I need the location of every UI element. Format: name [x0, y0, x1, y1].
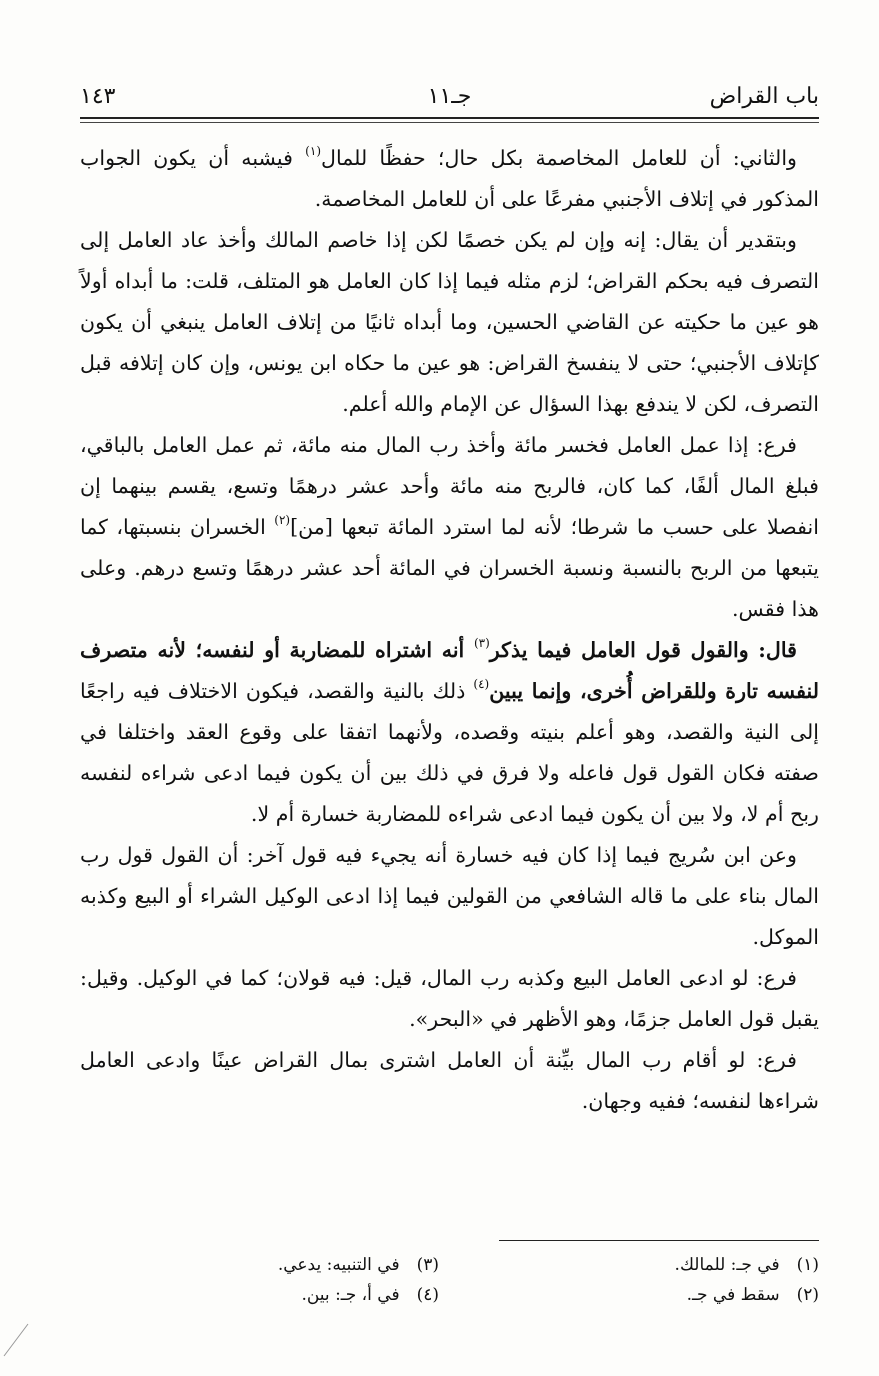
text-segment: فرع: لو أقام رب المال بيِّنة أن العامل اشترى بمال القراض عينًا وادعى العامل شراءها لنفسه؛ ففيه وجهان.	[80, 1048, 819, 1113]
footnote-ref-4: (٤)	[473, 677, 490, 692]
footnote-number: (١)	[796, 1255, 819, 1275]
footnote-column-right	[519, 1250, 819, 1310]
paragraph-branch-sale	[80, 958, 819, 1040]
text-segment: ذلك بالنية والقصد، فيكون الاختلاف فيه راجعًا إلى النية والقصد، وهو أعلم بنيته وقصده، ولأنهما اتفقا على وقوع العقد واختلفا في صفته فكان القول قول فاعله ولا فرق في ذلك بين أن يكون فيما ادعى شراءه لنفسه ربح أم لا، ولا بين أن يكون فيما ادعى شراءه للمضاربة خسارة أم لا.	[80, 679, 819, 826]
footnote-separator	[499, 1240, 819, 1241]
volume-label: جـ١١	[427, 84, 472, 109]
paragraph-branch-evidence	[80, 1040, 819, 1122]
main-text	[80, 138, 819, 1122]
footnote-ref-3: (٣)	[473, 636, 490, 651]
footnote-1	[519, 1250, 819, 1280]
footnote-text: سقط في جـ.	[686, 1285, 780, 1305]
footnote-text: في أ، جـ: بين.	[301, 1285, 400, 1305]
footnote-text: في التنبيه: يدعي.	[277, 1255, 400, 1275]
footnote-number: (٢)	[796, 1285, 819, 1305]
footnotes	[80, 1250, 819, 1320]
page-number: ١٤٣	[80, 84, 116, 109]
paragraph-second-view	[80, 138, 819, 220]
paragraph-supposition	[80, 220, 819, 425]
text-segment: وعن ابن سُريج فيما إذا كان فيه خسارة أنه يجيء فيه قول آخر: أن القول قول رب المال بناء على ما قاله الشافعي من القولين فيما إذا ادعى الوكيل الشراء أو البيع وكذبه الموكل.	[80, 843, 819, 949]
paragraph-worker-statement	[80, 630, 819, 835]
footnote-ref-1: (١)	[305, 144, 321, 159]
footnote-number: (٤)	[416, 1285, 439, 1305]
paragraph-branch-loss	[80, 425, 819, 630]
text-segment: فرع: إذا عمل العامل فخسر مائة وأخذ رب المال منه مائة، ثم عمل العامل بالباقي، فبلغ المال ألفًا، كما كان، فالربح منه مائة وأحد عشر درهمًا وتسع، يقسم بينهما إن انفصلا على حسب ما شرطا؛ لأنه لما استرد المائة تبعها [من]	[80, 433, 819, 539]
text-segment: الخسران بنسبتها، كما يتبعها من الربح بالنسبة ونسبة الخسران في المائة أحد عشر درهمًا وتسع درهم. وعلى هذا فقس.	[80, 515, 819, 621]
paragraph-ibn-surayj	[80, 835, 819, 958]
text-segment: فرع: لو ادعى العامل البيع وكذبه رب المال، قيل: فيه قولان؛ كما في الوكيل. وقيل: يقبل قول العامل جزمًا، وهو الأظهر في «البحر».	[80, 966, 819, 1031]
text-segment: وبتقدير أن يقال: إنه وإن لم يكن خصمًا لكن إذا خاصم المالك وأخذ عاد العامل إلى التصرف فيه بحكم القراض؛ لزم مثله فيما إذا كان العامل هو المتلف، قلت: ما أبداه أولاً هو عين ما حكيته عن القاضي الحسين، وما أبداه ثانيًا من إتلاف العامل ينبغي أن يكون كإتلاف الأجنبي؛ حتى لا ينفسخ القراض: هو عين ما حكاه ابن يونس، وإن كان إتلافه قبل التصرف، لكن لا يندفع بهذا السؤال عن الإمام والله أعلم.	[80, 228, 819, 416]
text-segment: فيشبه أن يكون الجواب المذكور في إتلاف الأجنبي مفرعًا على أن للعامل المخاصمة.	[80, 146, 819, 211]
text-segment-bold: أنه اشتراه للمضاربة أو لنفسه؛ لأنه متصرف لنفسه تارة وللقراض أُخرى، وإنما يبين	[80, 638, 820, 703]
header-rule-thin	[80, 122, 819, 123]
chapter-title: باب القراض	[709, 84, 819, 109]
footnote-ref-2: (٢)	[274, 513, 291, 528]
text-segment-bold: قال: والقول قول العامل فيما يذكر	[489, 638, 797, 662]
book-page	[80, 0, 819, 1376]
text-segment: والثاني: أن للعامل المخاصمة بكل حال؛ حفظًا للمال	[321, 146, 797, 170]
header-rule-thick	[80, 117, 819, 119]
running-header	[80, 80, 819, 114]
footnote-column-left	[139, 1250, 439, 1310]
footnote-2	[519, 1280, 819, 1310]
margin-pencil-mark	[2, 1318, 32, 1358]
footnote-text: في جـ: للمالك.	[674, 1255, 780, 1275]
footnote-4	[139, 1280, 439, 1310]
footnote-3	[139, 1250, 439, 1280]
footnote-number: (٣)	[416, 1255, 439, 1275]
